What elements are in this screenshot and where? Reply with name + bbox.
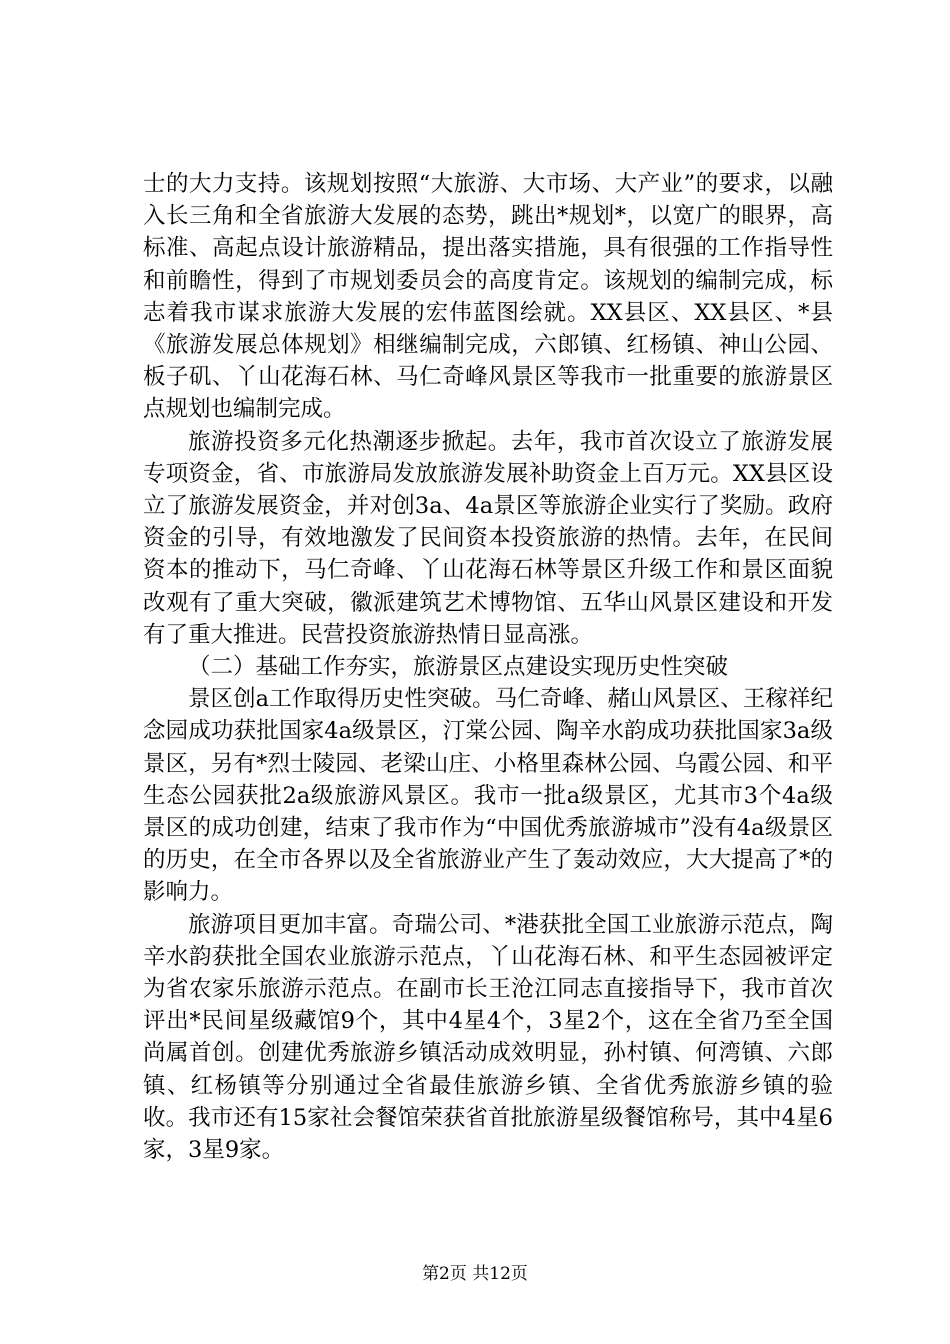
page-number-footer: 第2页 共12页 [422,1264,528,1284]
document-body [143,168,833,1166]
paragraph-continuation: 士的大力支持。该规划按照“大旅游、大市场、大产业”的要求，以融入长三角和全省旅游大发展的态势，跳出*规划*，以宽广的眼界，高标准、高起点设计旅游精品，提出落实措施，具有很强的工作指导性和前瞻性，得到了市规划委员会的高度肯定。该规划的编制完成，标志着我市谋求旅游大发展的宏伟蓝图绘就。XX县区、XX县区、*县《旅游发展总体规划》相继编制完成，六郎镇、红杨镇、神山公园、板子矶、丫山花海石林、马仁奇峰风景区等我市一批重要的旅游景区点规划也编制完成。 [143,171,833,423]
paragraph-tourism-projects: 旅游项目更加丰富。奇瑞公司、*港获批全国工业旅游示范点，陶辛水韵获批全国农业旅游示范点，丫山花海石林、和平生态园被评定为省农家乐旅游示范点。在副市长王沧江同志直接指导下，我市首次评出*民间星级藏馆9个，其中4星4个，3星2个，这在全省乃至全国尚属首创。创建优秀旅游乡镇活动成效明显，孙村镇、何湾镇、六郎镇、红杨镇等分别通过全省最佳旅游乡镇、全省优秀旅游乡镇的验收。我市还有15家社会餐馆荣获省首批旅游星级餐馆称号，其中4星6家，3星9家。 [143,911,833,1164]
paragraph-tourism-investment: 旅游投资多元化热潮逐步掀起。去年，我市首次设立了旅游发展专项资金，省、市旅游局发放旅游发展补助资金上百万元。XX县区设立了旅游发展资金，并对创3a、4a景区等旅游企业实行了奖励。政府资金的引导，有效地激发了民间资本投资旅游的热情。去年，在民间资本的推动下，马仁奇峰、丫山花海石林等景区升级工作和景区面貌改观有了重大突破，徽派建筑艺术博物馆、五华山风景区建设和开发有了重大推进。民营投资旅游热情日显高涨。 [143,428,833,648]
section-heading: （二）基础工作夯实，旅游景区点建设实现历史性突破 [188,654,729,681]
paragraph-scenic-a-grade: 景区创a工作取得历史性突破。马仁奇峰、赭山风景区、王稼祥纪念园成功获批国家4a级景区，汀棠公园、陶辛水韵成功获批国家3a级景区，另有*烈士陵园、老梁山庄、小格里森林公园、乌霞公园、和平生态公园获批2a级旅游风景区。我市一批a级景区，尤其市3个4a级景区的成功创建，结束了我市作为“中国优秀旅游城市”没有4a级景区的历史，在全市各界以及全省旅游业产生了轰动效应，大大提高了*的影响力。 [143,686,833,906]
